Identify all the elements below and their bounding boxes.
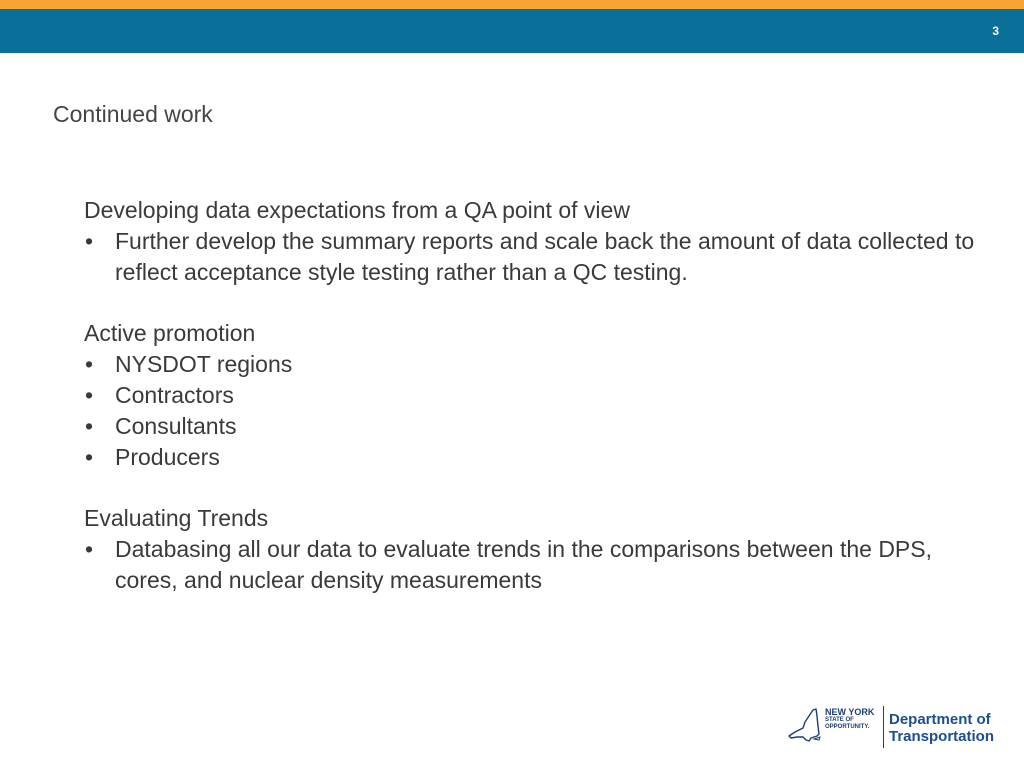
bullet-icon: •: [85, 413, 94, 439]
nys-wordmark: [825, 708, 874, 731]
page-number: 3: [992, 24, 999, 38]
nysdot-logo: [785, 704, 1007, 752]
list-item-text: Contractors: [115, 382, 234, 408]
list-item: [84, 411, 984, 442]
section-heading: Developing data expectations from a QA point of view: [84, 197, 630, 223]
bullet-icon: •: [85, 536, 94, 562]
list-item: [84, 442, 984, 473]
section-active-promotion: [84, 318, 984, 473]
dept-line-1: Department of: [889, 711, 991, 728]
state-line-1: NEW YORK: [825, 707, 875, 717]
top-accent-stripe: [0, 0, 1024, 9]
list-item: [84, 380, 984, 411]
list-item: [84, 349, 984, 380]
slide-content: [84, 195, 984, 626]
section-qa-expectations: [84, 195, 984, 288]
header-bar: [0, 9, 1024, 53]
section-evaluating-trends: [84, 503, 984, 596]
bullet-list: [84, 226, 984, 288]
list-item-text: Databasing all our data to evaluate trends in the comparisons between the DPS, cores, and nuclear density measurements: [115, 536, 932, 593]
list-item: [84, 534, 975, 596]
section-heading: Evaluating Trends: [84, 505, 269, 531]
new-york-state-outline-icon: [785, 706, 821, 748]
bullet-list: [84, 349, 984, 473]
list-item-text: Further develop the summary reports and scale back the amount of data collected to reflect acceptance style testing rather than a QC testing.: [115, 228, 975, 285]
list-item-text: NYSDOT regions: [115, 351, 293, 377]
dept-line-2: Transportation: [889, 728, 995, 745]
bullet-icon: •: [85, 228, 94, 254]
bullet-icon: •: [85, 444, 94, 470]
list-item: [84, 226, 975, 288]
logo-divider: [883, 706, 884, 748]
slide-title: Continued work: [53, 101, 213, 127]
state-line-3: OPPORTUNITY.: [825, 724, 870, 730]
bullet-list: [84, 534, 984, 596]
list-item-text: Consultants: [115, 413, 237, 439]
bullet-icon: •: [85, 351, 94, 377]
list-item-text: Producers: [115, 444, 220, 470]
department-name: [889, 711, 994, 745]
state-line-2: STATE OF: [825, 717, 854, 723]
bullet-icon: •: [85, 382, 94, 408]
section-heading: Active promotion: [84, 320, 256, 346]
